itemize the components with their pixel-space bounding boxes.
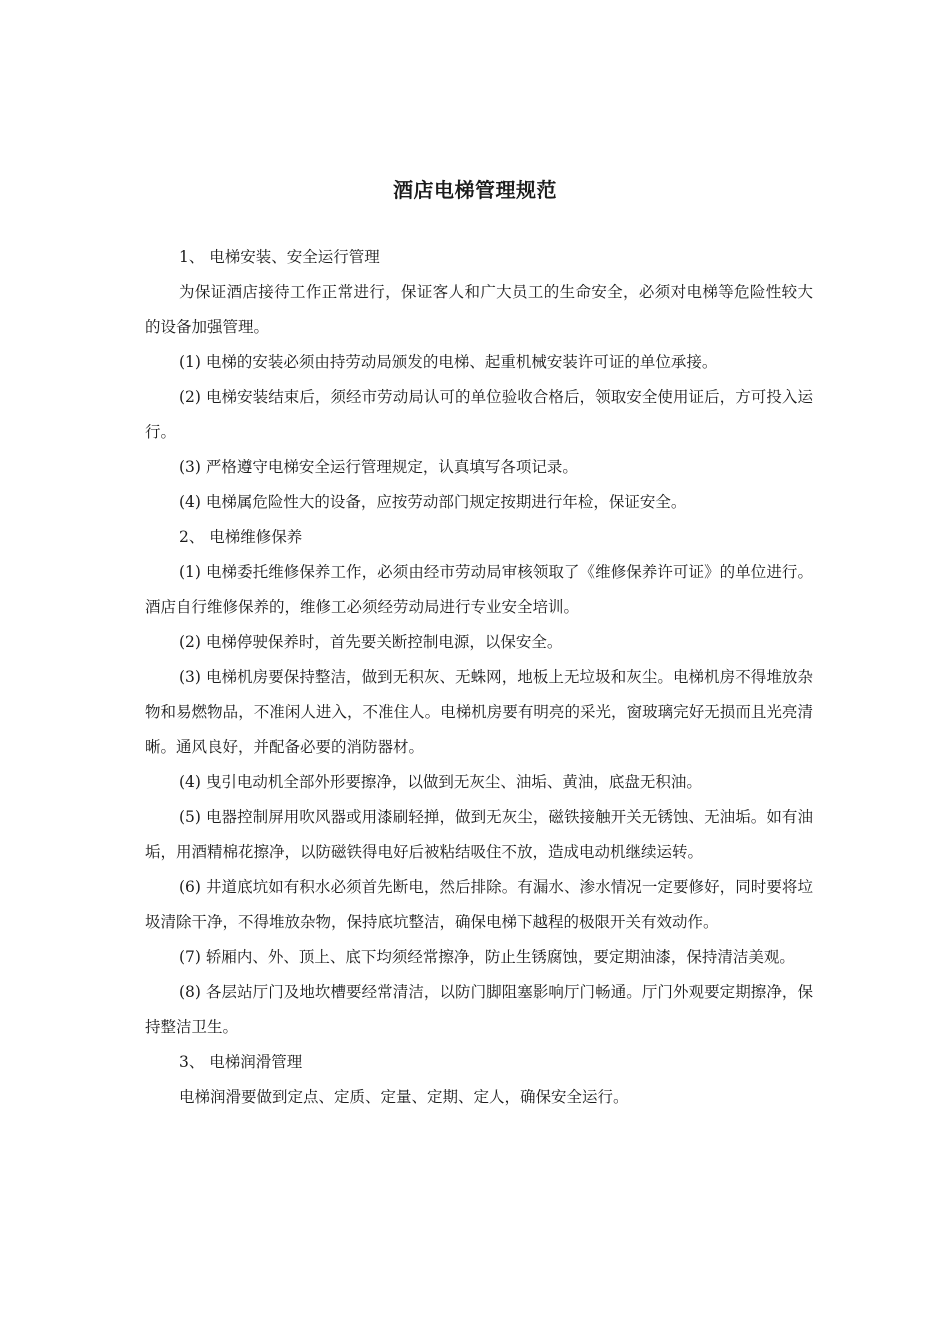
list-item: (5) 电器控制屏用吹风器或用漆刷轻掸，做到无灰尘，磁铁接触开关无锈蚀、无油垢。如有油垢，用酒精棉花擦净，以防磁铁得电好后被粘结吸住不放，造成电动机继续运转。: [145, 808, 813, 861]
list-item: (1) 电梯委托维修保养工作，必须由经市劳动局审核领取了《维修保养许可证》的单位进行。酒店自行维修保养的，维修工必须经劳动局进行专业安全培训。: [145, 563, 813, 616]
document-title: 酒店电梯管理规范: [393, 178, 557, 202]
closing-paragraph: 电梯润滑要做到定点、定质、定量、定期、定人，确保安全运行。: [179, 1088, 629, 1106]
list-item: (1) 电梯的安装必须由持劳动局颁发的电梯、起重机械安装许可证的单位承接。: [179, 353, 718, 371]
intro-paragraph: 为保证酒店接待工作正常进行，保证客人和广大员工的生命安全，必须对电梯等危险性较大的设备加强管理。: [145, 283, 813, 336]
list-item: (7) 轿厢内、外、顶上、底下均须经常擦净，防止生锈腐蚀，要定期油漆，保持清洁美观。: [179, 948, 795, 966]
list-item: (8) 各层站厅门及地坎槽要经常清洁，以防门脚阻塞影响厅门畅通。厅门外观要定期擦净，保持整洁卫生。: [145, 983, 813, 1036]
section-heading-3: 3、 电梯润滑管理: [179, 1053, 303, 1071]
section-heading-2: 2、 电梯维修保养: [179, 528, 303, 546]
list-item: (4) 电梯属危险性大的设备，应按劳动部门规定按期进行年检，保证安全。: [179, 493, 687, 511]
section-heading-1: 1、 电梯安装、安全运行管理: [179, 248, 380, 266]
list-item: (4) 曳引电动机全部外形要擦净，以做到无灰尘、油垢、黄油，底盘无积油。: [179, 773, 702, 791]
list-item: (2) 电梯停驶保养时，首先要关断控制电源，以保安全。: [179, 633, 563, 651]
document-body: [145, 240, 813, 1115]
list-item: (3) 电梯机房要保持整洁，做到无积灰、无蛛网，地板上无垃圾和灰尘。电梯机房不得堆放杂物和易燃物品，不准闲人进入，不准住人。电梯机房要有明亮的采光，窗玻璃完好无损而且光亮清晰。通风良好，并配备必要的消防器材。: [145, 668, 813, 756]
list-item: (6) 井道底坑如有积水必须首先断电，然后排除。有漏水、渗水情况一定要修好，同时要将垃圾清除干净，不得堆放杂物，保持底坑整洁，确保电梯下越程的极限开关有效动作。: [145, 878, 813, 931]
list-item: (3) 严格遵守电梯安全运行管理规定，认真填写各项记录。: [179, 458, 578, 476]
list-item: (2) 电梯安装结束后，须经市劳动局认可的单位验收合格后，领取安全使用证后，方可投入运行。: [145, 388, 813, 441]
